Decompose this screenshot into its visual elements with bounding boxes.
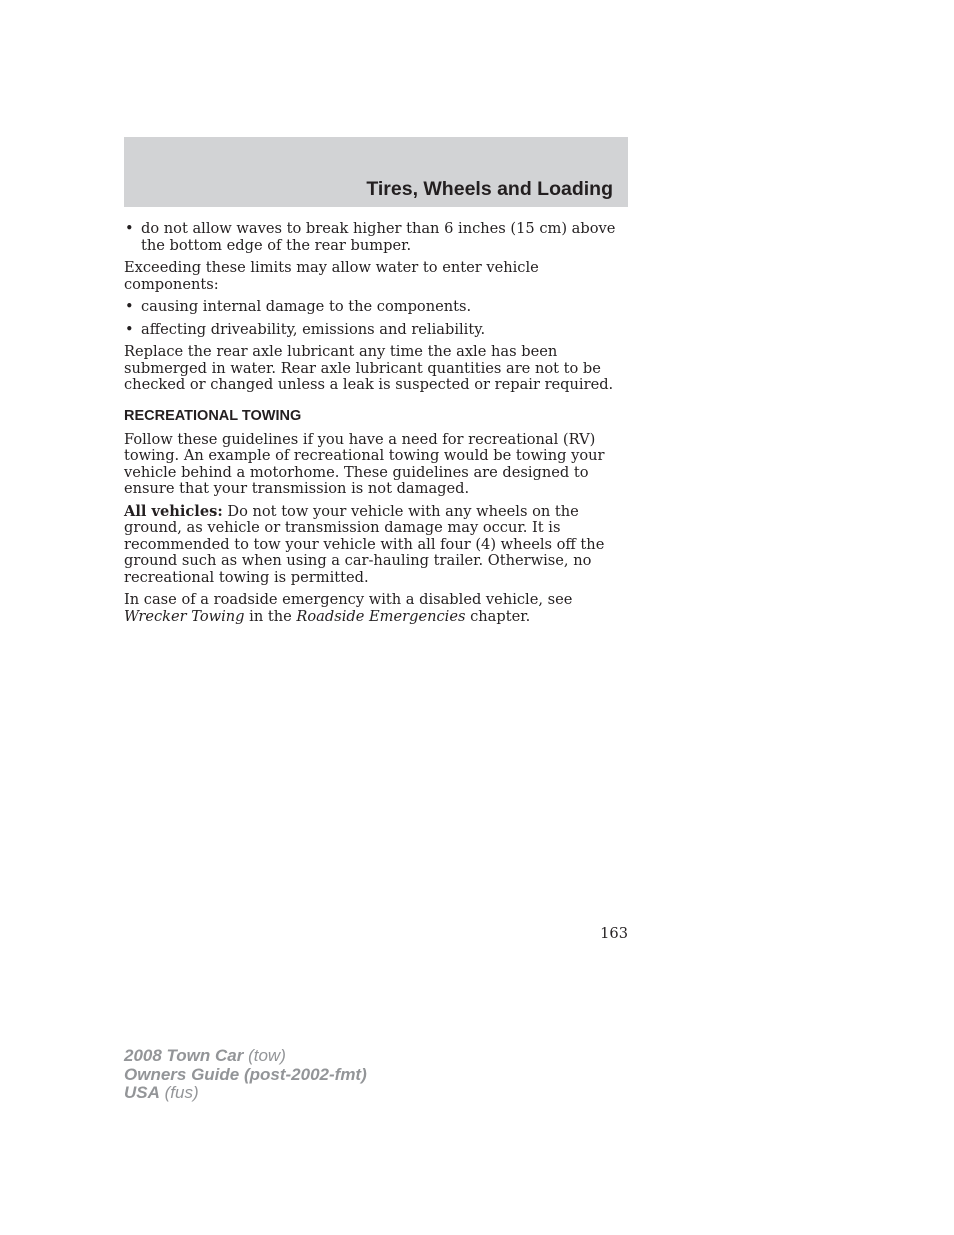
paragraph: Follow these guidelines if you have a need for recreational (RV) towing. An example of recreational towing would be towing your vehicle behind a motorhome. These guidelines are designed to ensure that your transmission is not damaged. (124, 430, 605, 497)
footer-code: (fus) (164, 1083, 199, 1102)
bullet-text: do not allow waves to break higher than 6 inches (15 cm) above the bottom edge of the rear bumper. (141, 220, 616, 254)
cross-reference: Wrecker Towing (124, 607, 245, 625)
bullet-icon: • (125, 298, 134, 315)
paragraph: Replace the rear axle lubricant any time the axle has been submerged in water. Rear axle lubricant quantities are not to be checked or changed unless a leak is suspected or repair required. (124, 343, 614, 393)
chapter-title: Tires, Wheels and Loading (366, 178, 613, 200)
page-number: 163 (600, 925, 628, 942)
cross-reference: Roadside Emergencies (296, 607, 466, 625)
paragraph (124, 592, 630, 625)
paragraph-text: chapter. (470, 607, 531, 625)
section-heading: RECREATIONAL TOWING (124, 407, 302, 424)
bullet-icon: • (125, 320, 134, 338)
footer-code: (tow) (248, 1046, 286, 1065)
footer-market: USA (124, 1083, 160, 1102)
bullet-item (124, 322, 630, 339)
paragraph-lead: All vehicles: (124, 502, 223, 520)
bullet-item (124, 299, 630, 316)
paragraph: Exceeding these limits may allow water to enter vehicle components: (124, 259, 539, 293)
footer-model: 2008 Town Car (124, 1046, 244, 1065)
footer-line (124, 1084, 367, 1103)
header-band (124, 137, 628, 207)
footer-doc-info (124, 1047, 367, 1103)
footer-line (124, 1066, 367, 1085)
bullet-icon: • (125, 220, 134, 237)
paragraph-text: In case of a roadside emergency with a disabled vehicle, see (124, 591, 573, 608)
paragraph (124, 504, 630, 587)
page-content (124, 221, 630, 631)
bullet-text: affecting driveability, emissions and reliability. (141, 320, 486, 338)
paragraph-text: in the (249, 607, 292, 625)
footer-line (124, 1047, 367, 1066)
paragraph-body: Do not tow your vehicle with any wheels on the ground, as vehicle or transmission damage may occur. It is recommended to tow your vehicle with all four (4) wheels off the ground such as when using a car-hauling trailer. Otherwise, no recreational towing is permitted. (124, 502, 605, 586)
bullet-text: causing internal damage to the components. (141, 298, 472, 315)
bullet-item (124, 221, 630, 254)
footer-guide: Owners Guide (post-2002-fmt) (124, 1064, 367, 1084)
